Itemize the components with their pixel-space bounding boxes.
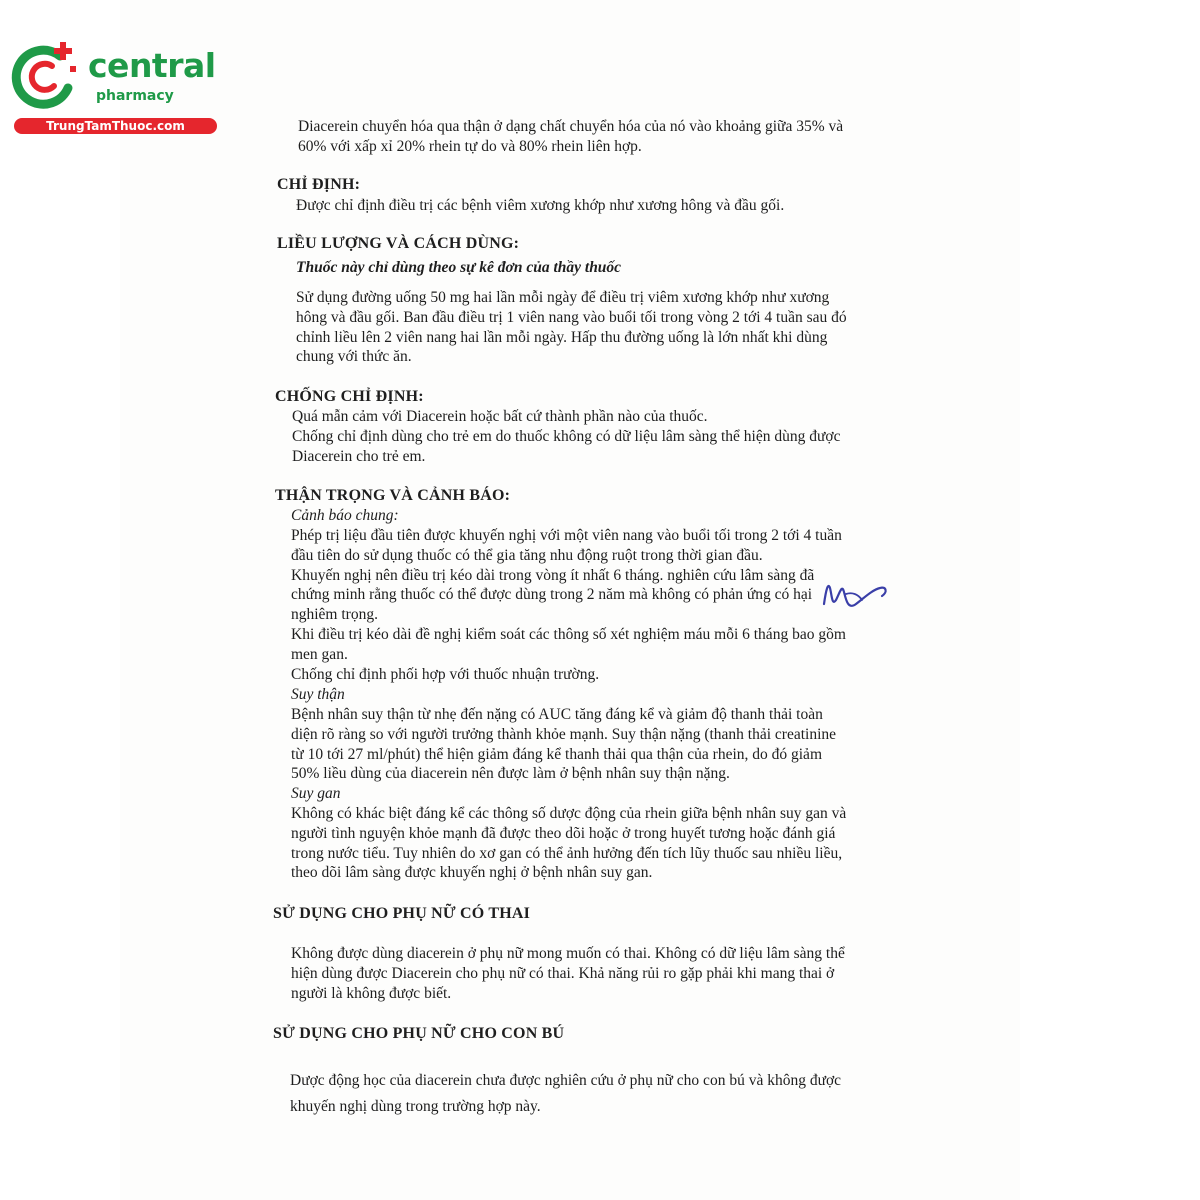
suy-than-line: 50% liều dùng của diacerein nên được làm ở bệnh nhân suy thận nặng.	[291, 765, 730, 783]
canh-bao-line: nghiêm trọng.	[291, 606, 378, 624]
canh-bao-line: Chống chỉ định phối hợp với thuốc nhuận trường.	[291, 665, 600, 683]
suy-than-paragraph	[291, 705, 911, 784]
handwritten-initial-mark	[816, 570, 896, 620]
canh-bao-line: men gan.	[291, 645, 348, 663]
suy-than-line: Bệnh nhân suy thận từ nhẹ đến nặng có AUC tăng đáng kể và giảm độ thanh thải toàn	[291, 706, 823, 723]
logo-subtitle: pharmacy	[96, 88, 174, 104]
intro-line-1: Diacerein chuyển hóa qua thận ở dạng chất chuyển hóa của nó vào khoảng giữa 35% và	[298, 118, 844, 135]
prescription-note: Thuốc này chỉ dùng theo sự kê đơn của thầy thuốc	[296, 259, 622, 276]
suy-than-line: từ 10 tới 27 ml/phút) thể hiện giảm đáng kể thanh thải qua thận của rhein, do đó giảm	[291, 745, 822, 763]
central-pharmacy-logo[interactable]	[8, 36, 218, 136]
con-bu-line: Dược động học của diacerein chưa được nghiên cứu ở phụ nữ cho con bú và không được	[290, 1072, 842, 1089]
canh-bao-line: chứng minh rằng thuốc có thể được dùng trong 2 năm mà không có phản ứng có hại	[291, 586, 813, 604]
suy-than-line: diện rõ ràng so với người trưởng thành khỏe mạnh. Suy thận nặng (thanh thải creatinine	[291, 725, 837, 743]
section-heading-phu-nu-cho-con-bu: SỬ DỤNG CHO PHỤ NỮ CHO CON BÚ	[273, 1025, 565, 1042]
phu-nu-cho-con-bu-paragraph	[290, 1068, 910, 1120]
lieu-luong-line: Sử dụng đường uống 50 mg hai lần mỗi ngày để điều trị viêm xương khớp như xương	[296, 289, 830, 306]
chong-chi-dinh-paragraph	[292, 407, 912, 466]
canh-bao-line: Khuyến nghị nên điều trị kéo dài trong vòng ít nhất 6 tháng. nghiên cứu lâm sàng đã	[291, 566, 815, 584]
subheading-suy-gan: Suy gan	[291, 785, 341, 802]
chong-chi-dinh-line: Diacerein cho trẻ em.	[292, 447, 426, 465]
suy-gan-paragraph	[291, 804, 911, 883]
chong-chi-dinh-line: Chống chỉ định dùng cho trẻ em do thuốc không có dữ liệu lâm sàng thể hiện dùng được	[292, 427, 841, 445]
logo-mark-icon	[8, 36, 88, 116]
lieu-luong-line: hông và đầu gối. Ban đầu điều trị 1 viên nang vào buổi tối trong vòng 2 tới 4 tuần sau đó	[296, 308, 847, 326]
section-heading-chi-dinh: CHỈ ĐỊNH:	[277, 176, 361, 193]
canh-bao-line: Phép trị liệu đầu tiên được khuyến nghị với một viên nang vào buổi tối trong 2 tới 4 tuần	[291, 527, 842, 544]
canh-bao-line: Khi điều trị kéo dài đề nghị kiểm soát các thông số xét nghiệm máu mỗi 6 tháng bao gồm	[291, 625, 846, 643]
suy-gan-line: theo dõi lâm sàng được khuyến nghị ở bệnh nhân suy gan.	[291, 864, 653, 882]
section-heading-phu-nu-co-thai: SỬ DỤNG CHO PHỤ NỮ CÓ THAI	[273, 905, 531, 922]
subheading-suy-than: Suy thận	[291, 686, 345, 703]
lieu-luong-line: chung với thức ăn.	[296, 348, 412, 366]
intro-paragraph	[298, 117, 912, 157]
canh-bao-line: đầu tiên do sử dụng thuốc có thể gia tăng nhu động ruột trong thời gian đầu.	[291, 546, 763, 564]
section-heading-than-trong: THẬN TRỌNG VÀ CẢNH BÁO:	[275, 487, 511, 504]
suy-gan-line: Không có khác biệt đáng kể các thông số dược động của rhein giữa bệnh nhân suy gan và	[291, 805, 847, 822]
logo-wordmark: central	[88, 46, 216, 85]
con-bu-line: khuyến nghị dùng trong trường hợp này.	[290, 1098, 541, 1115]
co-thai-line: người là không được biết.	[291, 984, 452, 1002]
suy-gan-line: người tình nguyện khỏe mạnh đã được theo dõi hoặc ở trong huyết tương hoặc đánh giá	[291, 824, 836, 842]
intro-line-2: 60% với xấp xỉ 20% rhein tự do và 80% rhein liên hợp.	[298, 137, 642, 155]
section-heading-lieu-luong: LIỀU LƯỢNG VÀ CÁCH DÙNG:	[277, 235, 520, 252]
section-heading-chong-chi-dinh: CHỐNG CHỈ ĐỊNH:	[275, 388, 424, 405]
lieu-luong-paragraph	[296, 288, 910, 367]
co-thai-line: hiện dùng được Diacerein cho phụ nữ có thai. Khả năng rủi ro gặp phải khi mang thai ở	[291, 964, 835, 982]
subheading-canh-bao-chung: Cảnh báo chung:	[291, 507, 399, 524]
lieu-luong-line: chỉnh liều lên 2 viên nang hai lần mỗi ngày. Hấp thu đường uống là lớn nhất khi dùng	[296, 328, 828, 346]
logo-url-badge[interactable]: TrungTamThuoc.com	[14, 118, 217, 134]
chong-chi-dinh-line: Quá mẫn cảm với Diacerein hoặc bất cứ thành phần nào của thuốc.	[292, 408, 708, 425]
suy-gan-line: trong nước tiểu. Tuy nhiên do xơ gan có thể ảnh hưởng đến tích lũy thuốc sau nhiều liều,	[291, 844, 843, 862]
phu-nu-co-thai-paragraph	[291, 944, 911, 1003]
co-thai-line: Không được dùng diacerein ở phụ nữ mong muốn có thai. Không có dữ liệu lâm sàng thể	[291, 945, 845, 962]
chi-dinh-text: Được chỉ định điều trị các bệnh viêm xương khớp như xương hông và đầu gối.	[296, 197, 785, 214]
